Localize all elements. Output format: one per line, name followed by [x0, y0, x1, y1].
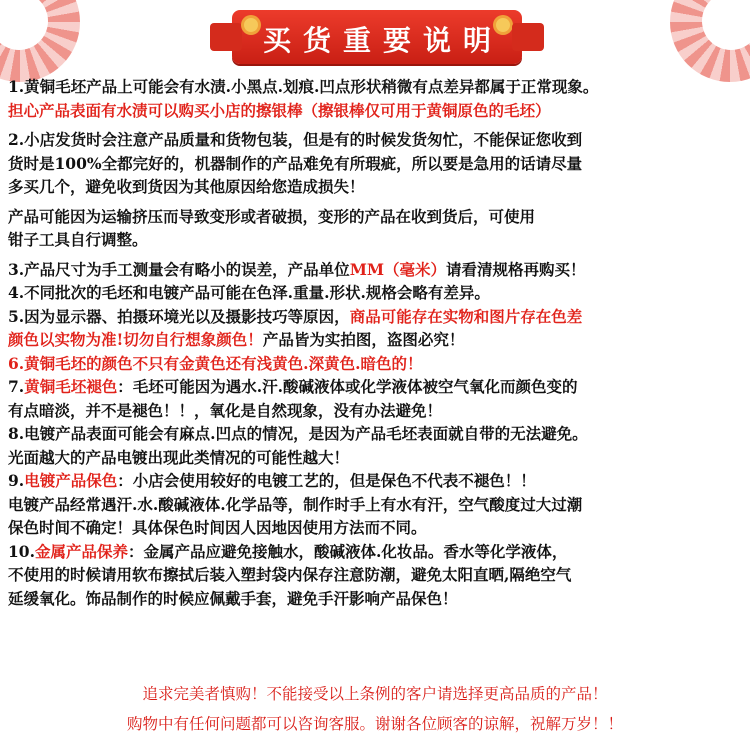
highlight-text: 黄铜毛坯褪色 [24, 377, 118, 396]
notice-line [8, 99, 744, 123]
line-text: 有点暗淡，并不是褪色！！，氧化是自然现象，没有办法避免！ [8, 400, 443, 420]
notice-line [8, 587, 744, 611]
highlight-text: 金属产品保养 [34, 541, 128, 561]
line-text: 1.黄铜毛坯产品上可能会有水渍.小黑点.划痕.凹点形状稍微有点差异都属于正常现象。 [8, 77, 599, 96]
notice-line [8, 469, 744, 493]
highlight-text: 电镀产品保色 [24, 471, 118, 490]
line-text: 10. [8, 541, 35, 561]
line-text: 请看清规格再购买！ [446, 259, 586, 279]
notice-line [8, 228, 744, 252]
line-text: 不使用的时候请用软布擦拭后装入塑封袋内保存注意防潮，避免太阳直晒,隔绝空气 [8, 565, 572, 584]
line-text: 4.不同批次的毛坯和电镀产品可能在色泽.重量.形状.规格会略有差异。 [8, 283, 490, 302]
notice-line [8, 258, 744, 282]
line-text: 7. [8, 377, 25, 396]
line-text: 多买几个，避免收到货因为其他原因给您造成损失！ [8, 177, 365, 196]
notice-line [8, 205, 744, 229]
line-text: 光面越大的产品电镀出现此类情况的可能性越大！ [8, 447, 350, 467]
line-text: 电镀产品经常遇汗.水.酸碱液体.化学品等，制作时手上有水有汗，空气酸度过大过潮 [8, 494, 583, 514]
notice-line [8, 422, 744, 446]
line-text: 延缓氧化。饰品制作的时候应佩戴手套，避免手汗影响产品保色！ [8, 588, 458, 608]
line-text: 钳子工具自行调整。 [8, 230, 148, 249]
footer-thanks: 购物中有任何问题都可以咨询客服。谢谢各位顾客的谅解，祝解万岁！！ [126, 715, 623, 733]
line-text: 产品可能因为运输挤压而导致变形或者破损，变形的产品在收到货后，可使用 [8, 206, 536, 226]
line-text: 5.因为显示器、拍摄环境光以及摄影技巧等原因， [8, 306, 350, 326]
line-text: 货时是100%全都完好的，机器制作的产品难免有所瑕疵，所以要是急用的话请尽量 [8, 153, 583, 173]
line-text: ：毛坯可能因为遇水.汗.酸碱液体或化学液体被空气氧化而颜色变的 [117, 377, 578, 396]
line-text: 保色时间不确定！具体保色时间因人因地因使用方法而不同。 [8, 518, 427, 537]
highlight-text: MM（毫米） [349, 259, 447, 279]
notice-line [8, 328, 744, 352]
notice-line [8, 152, 744, 176]
highlight-text: 商品可能存在实物和图片存在色差 [349, 306, 583, 326]
notice-body [8, 75, 744, 610]
notice-line [8, 281, 744, 305]
line-text: 9. [8, 471, 25, 490]
highlight-text: 担心产品表面有水渍可以购买小店的擦银棒（擦银棒仅可用于黄铜原色的毛坯） [8, 100, 551, 120]
notice-line [8, 540, 744, 564]
notice-line [8, 305, 744, 329]
title-banner [232, 10, 522, 64]
highlight-text: 颜色以实物为准!切勿自行想象颜色！ [8, 330, 263, 349]
notice-line [8, 352, 744, 376]
notice-line [8, 375, 744, 399]
notice-line [8, 399, 744, 423]
footer-warning: 追求完美者慎购！不能接受以上条例的客户请选择更高品质的产品！ [142, 685, 608, 703]
line-text: 产品皆为实拍图，盗图必究！ [262, 330, 465, 349]
line-text: 8.电镀产品表面可能会有麻点.凹点的情况，是因为产品毛坯表面就自带的无法避免。 [8, 424, 588, 443]
notice-line [8, 446, 744, 470]
notice-line [8, 493, 744, 517]
line-text: ：小店会使用较好的电镀工艺的，但是保色不代表不褪色！！ [117, 471, 536, 490]
line-text: 3.产品尺寸为手工测量会有略小的误差，产品单位 [8, 259, 350, 279]
highlight-text: 6.黄铜毛坯的颜色不只有金黄色还有浅黄色.深黄色.暗色的！ [8, 353, 423, 373]
line-text: 2.小店发货时会注意产品质量和货物包装，但是有的时候发货匆忙，不能保证您收到 [8, 130, 583, 149]
notice-line [8, 516, 744, 540]
line-text: ：金属产品应避免接触水，酸碱液体.化妆品。香水等化学液体， [127, 541, 568, 561]
page-title: 买货重要说明 [262, 24, 503, 57]
notice-line [8, 563, 744, 587]
notice-line [8, 128, 744, 152]
notice-line [8, 175, 744, 199]
notice-line [8, 75, 744, 99]
